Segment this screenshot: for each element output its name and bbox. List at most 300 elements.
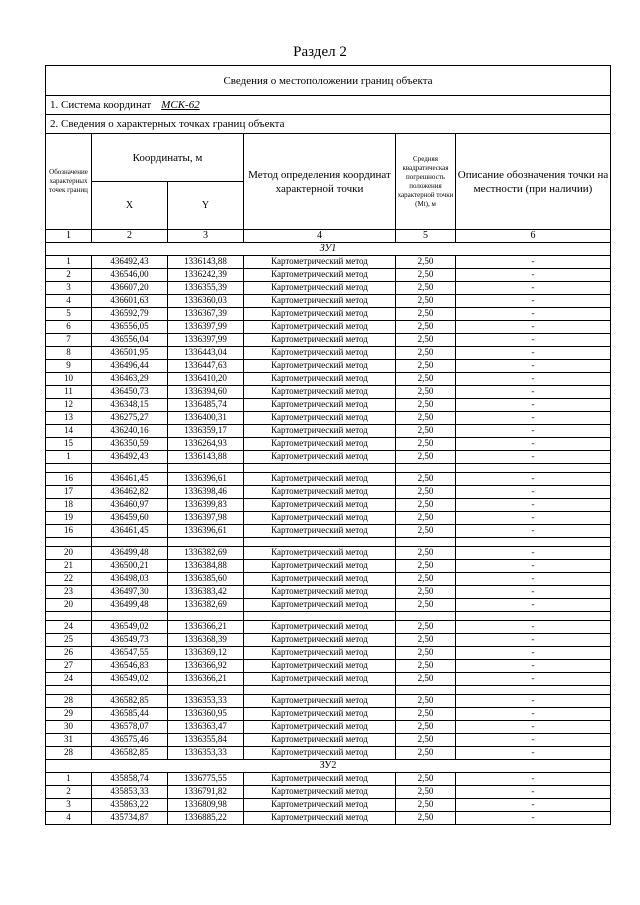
zone-row — [46, 243, 611, 256]
accuracy-cell: 2,50 — [396, 599, 456, 612]
point-row — [46, 499, 611, 512]
separator-cell — [396, 686, 456, 695]
description-cell: - — [456, 634, 611, 647]
description-cell: - — [456, 256, 611, 269]
section-title: Сведения о местоположении границ объекта — [46, 66, 611, 96]
description-cell: - — [456, 321, 611, 334]
y-coordinate: 1336353,33 — [168, 747, 244, 760]
description-cell: - — [456, 373, 611, 386]
accuracy-cell: 2,50 — [396, 573, 456, 586]
point-row — [46, 269, 611, 282]
x-coordinate: 436585,44 — [92, 708, 168, 721]
x-coordinate: 436492,43 — [92, 256, 168, 269]
separator-cell — [396, 538, 456, 547]
description-cell: - — [456, 412, 611, 425]
x-coordinate: 436556,04 — [92, 334, 168, 347]
points-title: 2. Сведения о характерных точках границ объекта — [46, 115, 611, 134]
coordinate-system-value: МСК-62 — [161, 99, 200, 111]
y-coordinate: 1336397,99 — [168, 321, 244, 334]
x-coordinate: 436592,79 — [92, 308, 168, 321]
separator-cell — [92, 464, 168, 473]
accuracy-cell: 2,50 — [396, 425, 456, 438]
header-coordinates: Координаты, м — [92, 134, 244, 182]
x-coordinate: 436556,05 — [92, 321, 168, 334]
x-coordinate: 436459,60 — [92, 512, 168, 525]
y-coordinate: 1336369,12 — [168, 647, 244, 660]
x-coordinate: 436549,73 — [92, 634, 168, 647]
y-coordinate: 1336394,60 — [168, 386, 244, 399]
section-heading: Раздел 2 — [293, 44, 347, 60]
y-coordinate: 1336264,93 — [168, 438, 244, 451]
group-separator — [46, 464, 611, 473]
method-cell: Картометрический метод — [244, 334, 396, 347]
column-number: 6 — [456, 230, 611, 243]
point-row — [46, 451, 611, 464]
point-row — [46, 486, 611, 499]
point-number: 22 — [46, 573, 92, 586]
description-cell: - — [456, 660, 611, 673]
point-row — [46, 295, 611, 308]
point-number: 13 — [46, 412, 92, 425]
accuracy-cell: 2,50 — [396, 451, 456, 464]
separator-cell — [456, 538, 611, 547]
method-cell: Картометрический метод — [244, 308, 396, 321]
column-number: 3 — [168, 230, 244, 243]
point-row — [46, 360, 611, 373]
method-cell: Картометрический метод — [244, 473, 396, 486]
point-row — [46, 334, 611, 347]
point-row — [46, 386, 611, 399]
accuracy-cell: 2,50 — [396, 660, 456, 673]
method-cell: Картометрический метод — [244, 708, 396, 721]
point-number: 24 — [46, 621, 92, 634]
point-number: 31 — [46, 734, 92, 747]
method-cell: Картометрический метод — [244, 360, 396, 373]
description-cell: - — [456, 560, 611, 573]
point-number: 12 — [46, 399, 92, 412]
point-row — [46, 599, 611, 612]
y-coordinate: 1336397,99 — [168, 334, 244, 347]
x-coordinate: 436549,02 — [92, 621, 168, 634]
point-row — [46, 695, 611, 708]
separator-cell — [168, 538, 244, 547]
separator-cell — [46, 686, 92, 695]
point-row — [46, 721, 611, 734]
point-row — [46, 734, 611, 747]
method-cell: Картометрический метод — [244, 499, 396, 512]
accuracy-cell: 2,50 — [396, 438, 456, 451]
point-number: 25 — [46, 634, 92, 647]
column-number: 2 — [92, 230, 168, 243]
description-cell: - — [456, 695, 611, 708]
method-cell: Картометрический метод — [244, 486, 396, 499]
accuracy-cell: 2,50 — [396, 747, 456, 760]
header-y: Y — [168, 182, 244, 230]
method-cell: Картометрический метод — [244, 599, 396, 612]
point-row — [46, 321, 611, 334]
description-cell: - — [456, 721, 611, 734]
point-number: 5 — [46, 308, 92, 321]
point-number: 18 — [46, 499, 92, 512]
x-coordinate: 436348,15 — [92, 399, 168, 412]
point-number: 3 — [46, 799, 92, 812]
description-cell: - — [456, 486, 611, 499]
description-cell: - — [456, 812, 611, 825]
description-cell: - — [456, 473, 611, 486]
x-coordinate: 435863,22 — [92, 799, 168, 812]
point-row — [46, 525, 611, 538]
y-coordinate: 1336791,82 — [168, 786, 244, 799]
accuracy-cell: 2,50 — [396, 386, 456, 399]
y-coordinate: 1336367,39 — [168, 308, 244, 321]
accuracy-cell: 2,50 — [396, 721, 456, 734]
accuracy-cell: 2,50 — [396, 499, 456, 512]
accuracy-cell: 2,50 — [396, 295, 456, 308]
accuracy-cell: 2,50 — [396, 586, 456, 599]
method-cell: Картометрический метод — [244, 295, 396, 308]
x-coordinate: 436575,46 — [92, 734, 168, 747]
x-coordinate: 436546,83 — [92, 660, 168, 673]
point-number: 24 — [46, 673, 92, 686]
point-row — [46, 660, 611, 673]
point-number: 1 — [46, 256, 92, 269]
method-cell: Картометрический метод — [244, 560, 396, 573]
column-number: 4 — [244, 230, 396, 243]
method-cell: Картометрический метод — [244, 269, 396, 282]
accuracy-cell: 2,50 — [396, 308, 456, 321]
point-number: 26 — [46, 647, 92, 660]
point-number: 19 — [46, 512, 92, 525]
y-coordinate: 1336885,22 — [168, 812, 244, 825]
method-cell: Картометрический метод — [244, 747, 396, 760]
separator-cell — [456, 464, 611, 473]
separator-cell — [168, 464, 244, 473]
separator-cell — [92, 538, 168, 547]
y-coordinate: 1336360,03 — [168, 295, 244, 308]
description-cell: - — [456, 673, 611, 686]
description-cell: - — [456, 499, 611, 512]
x-coordinate: 436601,63 — [92, 295, 168, 308]
method-cell: Картометрический метод — [244, 425, 396, 438]
description-cell: - — [456, 547, 611, 560]
accuracy-cell: 2,50 — [396, 695, 456, 708]
x-coordinate: 436501,95 — [92, 347, 168, 360]
y-coordinate: 1336242,39 — [168, 269, 244, 282]
point-number: 21 — [46, 560, 92, 573]
point-number: 30 — [46, 721, 92, 734]
description-cell: - — [456, 512, 611, 525]
method-cell: Картометрический метод — [244, 799, 396, 812]
header-x: X — [92, 182, 168, 230]
point-number: 28 — [46, 747, 92, 760]
point-row — [46, 799, 611, 812]
method-cell: Картометрический метод — [244, 438, 396, 451]
y-coordinate: 1336355,39 — [168, 282, 244, 295]
method-cell: Картометрический метод — [244, 721, 396, 734]
point-row — [46, 399, 611, 412]
point-number: 28 — [46, 695, 92, 708]
accuracy-cell: 2,50 — [396, 799, 456, 812]
point-row — [46, 621, 611, 634]
point-number: 20 — [46, 599, 92, 612]
point-number: 29 — [46, 708, 92, 721]
y-coordinate: 1336353,33 — [168, 695, 244, 708]
point-number: 4 — [46, 812, 92, 825]
method-cell: Картометрический метод — [244, 734, 396, 747]
description-cell: - — [456, 386, 611, 399]
method-cell: Картометрический метод — [244, 647, 396, 660]
description-cell: - — [456, 799, 611, 812]
x-coordinate: 436500,21 — [92, 560, 168, 573]
description-cell: - — [456, 708, 611, 721]
group-separator — [46, 612, 611, 621]
x-coordinate: 436547,55 — [92, 647, 168, 660]
x-coordinate: 436350,59 — [92, 438, 168, 451]
zone-label: ЗУ1 — [46, 243, 611, 256]
separator-cell — [92, 686, 168, 695]
method-cell: Картометрический метод — [244, 773, 396, 786]
x-coordinate: 436607,20 — [92, 282, 168, 295]
y-coordinate: 1336383,42 — [168, 586, 244, 599]
point-row — [46, 473, 611, 486]
y-coordinate: 1336366,21 — [168, 621, 244, 634]
separator-cell — [168, 686, 244, 695]
method-cell: Картометрический метод — [244, 451, 396, 464]
point-row — [46, 573, 611, 586]
separator-cell — [244, 464, 396, 473]
separator-cell — [456, 612, 611, 621]
point-number: 2 — [46, 786, 92, 799]
x-coordinate: 436499,48 — [92, 599, 168, 612]
point-number: 17 — [46, 486, 92, 499]
column-number: 5 — [396, 230, 456, 243]
method-cell: Картометрический метод — [244, 347, 396, 360]
x-coordinate: 436549,02 — [92, 673, 168, 686]
y-coordinate: 1336400,31 — [168, 412, 244, 425]
x-coordinate: 436463,29 — [92, 373, 168, 386]
header-accuracy: Средняя квадратическая погрешность положения характерной точки (Mt), м — [396, 134, 456, 230]
point-number: 2 — [46, 269, 92, 282]
accuracy-cell: 2,50 — [396, 473, 456, 486]
method-cell: Картометрический метод — [244, 573, 396, 586]
accuracy-cell: 2,50 — [396, 812, 456, 825]
y-coordinate: 1336396,61 — [168, 525, 244, 538]
method-cell: Картометрический метод — [244, 525, 396, 538]
column-number: 1 — [46, 230, 92, 243]
point-number: 16 — [46, 525, 92, 538]
description-cell: - — [456, 334, 611, 347]
accuracy-cell: 2,50 — [396, 373, 456, 386]
x-coordinate: 436582,85 — [92, 695, 168, 708]
accuracy-cell: 2,50 — [396, 269, 456, 282]
description-cell: - — [456, 586, 611, 599]
group-separator — [46, 686, 611, 695]
coordinate-system-label: 1. Система координат — [50, 99, 152, 111]
group-separator — [46, 538, 611, 547]
accuracy-cell: 2,50 — [396, 621, 456, 634]
method-cell: Картометрический метод — [244, 786, 396, 799]
y-coordinate: 1336143,88 — [168, 256, 244, 269]
method-cell: Картометрический метод — [244, 512, 396, 525]
description-cell: - — [456, 773, 611, 786]
separator-cell — [92, 612, 168, 621]
accuracy-cell: 2,50 — [396, 647, 456, 660]
x-coordinate: 436578,07 — [92, 721, 168, 734]
x-coordinate: 436498,03 — [92, 573, 168, 586]
accuracy-cell: 2,50 — [396, 256, 456, 269]
x-coordinate: 436497,30 — [92, 586, 168, 599]
y-coordinate: 1336355,84 — [168, 734, 244, 747]
separator-cell — [244, 612, 396, 621]
point-row — [46, 812, 611, 825]
point-row — [46, 256, 611, 269]
accuracy-cell: 2,50 — [396, 512, 456, 525]
zone-label: ЗУ2 — [46, 760, 611, 773]
accuracy-cell: 2,50 — [396, 334, 456, 347]
point-row — [46, 708, 611, 721]
method-cell: Картометрический метод — [244, 256, 396, 269]
y-coordinate: 1336443,04 — [168, 347, 244, 360]
point-number: 10 — [46, 373, 92, 386]
description-cell: - — [456, 525, 611, 538]
point-number: 1 — [46, 773, 92, 786]
x-coordinate: 436582,85 — [92, 747, 168, 760]
y-coordinate: 1336360,95 — [168, 708, 244, 721]
accuracy-cell: 2,50 — [396, 360, 456, 373]
y-coordinate: 1336775,55 — [168, 773, 244, 786]
accuracy-cell: 2,50 — [396, 786, 456, 799]
point-number: 8 — [46, 347, 92, 360]
description-cell: - — [456, 347, 611, 360]
method-cell: Картометрический метод — [244, 586, 396, 599]
header-method: Метод определения координат характерной точки — [244, 134, 396, 230]
accuracy-cell: 2,50 — [396, 673, 456, 686]
x-coordinate: 436460,97 — [92, 499, 168, 512]
accuracy-cell: 2,50 — [396, 708, 456, 721]
accuracy-cell: 2,50 — [396, 525, 456, 538]
y-coordinate: 1336396,61 — [168, 473, 244, 486]
x-coordinate: 436492,43 — [92, 451, 168, 464]
separator-cell — [456, 686, 611, 695]
x-coordinate: 435853,33 — [92, 786, 168, 799]
x-coordinate: 436461,45 — [92, 525, 168, 538]
point-number: 11 — [46, 386, 92, 399]
y-coordinate: 1336143,88 — [168, 451, 244, 464]
point-row — [46, 647, 611, 660]
accuracy-cell: 2,50 — [396, 399, 456, 412]
description-cell: - — [456, 360, 611, 373]
y-coordinate: 1336399,83 — [168, 499, 244, 512]
point-row — [46, 773, 611, 786]
x-coordinate: 435858,74 — [92, 773, 168, 786]
x-coordinate: 436275,27 — [92, 412, 168, 425]
point-row — [46, 512, 611, 525]
method-cell: Картометрический метод — [244, 386, 396, 399]
y-coordinate: 1336397,98 — [168, 512, 244, 525]
x-coordinate: 435734,87 — [92, 812, 168, 825]
accuracy-cell: 2,50 — [396, 412, 456, 425]
accuracy-cell: 2,50 — [396, 486, 456, 499]
accuracy-cell: 2,50 — [396, 347, 456, 360]
separator-cell — [244, 686, 396, 695]
zone-row — [46, 760, 611, 773]
point-number: 7 — [46, 334, 92, 347]
method-cell: Картометрический метод — [244, 547, 396, 560]
point-row — [46, 282, 611, 295]
x-coordinate: 436499,48 — [92, 547, 168, 560]
accuracy-cell: 2,50 — [396, 547, 456, 560]
description-cell: - — [456, 295, 611, 308]
point-row — [46, 747, 611, 760]
method-cell: Картометрический метод — [244, 673, 396, 686]
x-coordinate: 436461,45 — [92, 473, 168, 486]
y-coordinate: 1336363,47 — [168, 721, 244, 734]
point-row — [46, 308, 611, 321]
y-coordinate: 1336382,69 — [168, 547, 244, 560]
coordinate-system-row — [46, 96, 611, 115]
accuracy-cell: 2,50 — [396, 634, 456, 647]
method-cell: Картометрический метод — [244, 660, 396, 673]
separator-cell — [396, 612, 456, 621]
point-number: 16 — [46, 473, 92, 486]
separator-cell — [244, 538, 396, 547]
x-coordinate: 436240,16 — [92, 425, 168, 438]
method-cell: Картометрический метод — [244, 634, 396, 647]
description-cell: - — [456, 269, 611, 282]
point-row — [46, 673, 611, 686]
y-coordinate: 1336366,92 — [168, 660, 244, 673]
description-cell: - — [456, 425, 611, 438]
accuracy-cell: 2,50 — [396, 282, 456, 295]
description-cell: - — [456, 621, 611, 634]
point-number: 14 — [46, 425, 92, 438]
point-number: 23 — [46, 586, 92, 599]
separator-cell — [46, 464, 92, 473]
description-cell: - — [456, 282, 611, 295]
point-number: 9 — [46, 360, 92, 373]
y-coordinate: 1336410,20 — [168, 373, 244, 386]
separator-cell — [168, 612, 244, 621]
method-cell: Картометрический метод — [244, 321, 396, 334]
boundary-points-table — [45, 65, 611, 825]
accuracy-cell: 2,50 — [396, 734, 456, 747]
point-row — [46, 438, 611, 451]
y-coordinate: 1336385,60 — [168, 573, 244, 586]
method-cell: Картометрический метод — [244, 621, 396, 634]
accuracy-cell: 2,50 — [396, 560, 456, 573]
header-point-number: Обозначение характерных точек границ — [46, 134, 92, 230]
description-cell: - — [456, 599, 611, 612]
point-row — [46, 347, 611, 360]
point-number: 1 — [46, 451, 92, 464]
point-number: 3 — [46, 282, 92, 295]
method-cell: Картометрический метод — [244, 695, 396, 708]
description-cell: - — [456, 647, 611, 660]
description-cell: - — [456, 308, 611, 321]
x-coordinate: 436450,73 — [92, 386, 168, 399]
separator-cell — [46, 538, 92, 547]
y-coordinate: 1336384,88 — [168, 560, 244, 573]
y-coordinate: 1336382,69 — [168, 599, 244, 612]
y-coordinate: 1336366,21 — [168, 673, 244, 686]
y-coordinate: 1336359,17 — [168, 425, 244, 438]
point-row — [46, 586, 611, 599]
description-cell: - — [456, 438, 611, 451]
x-coordinate: 436546,00 — [92, 269, 168, 282]
method-cell: Картометрический метод — [244, 412, 396, 425]
separator-cell — [396, 464, 456, 473]
point-number: 20 — [46, 547, 92, 560]
